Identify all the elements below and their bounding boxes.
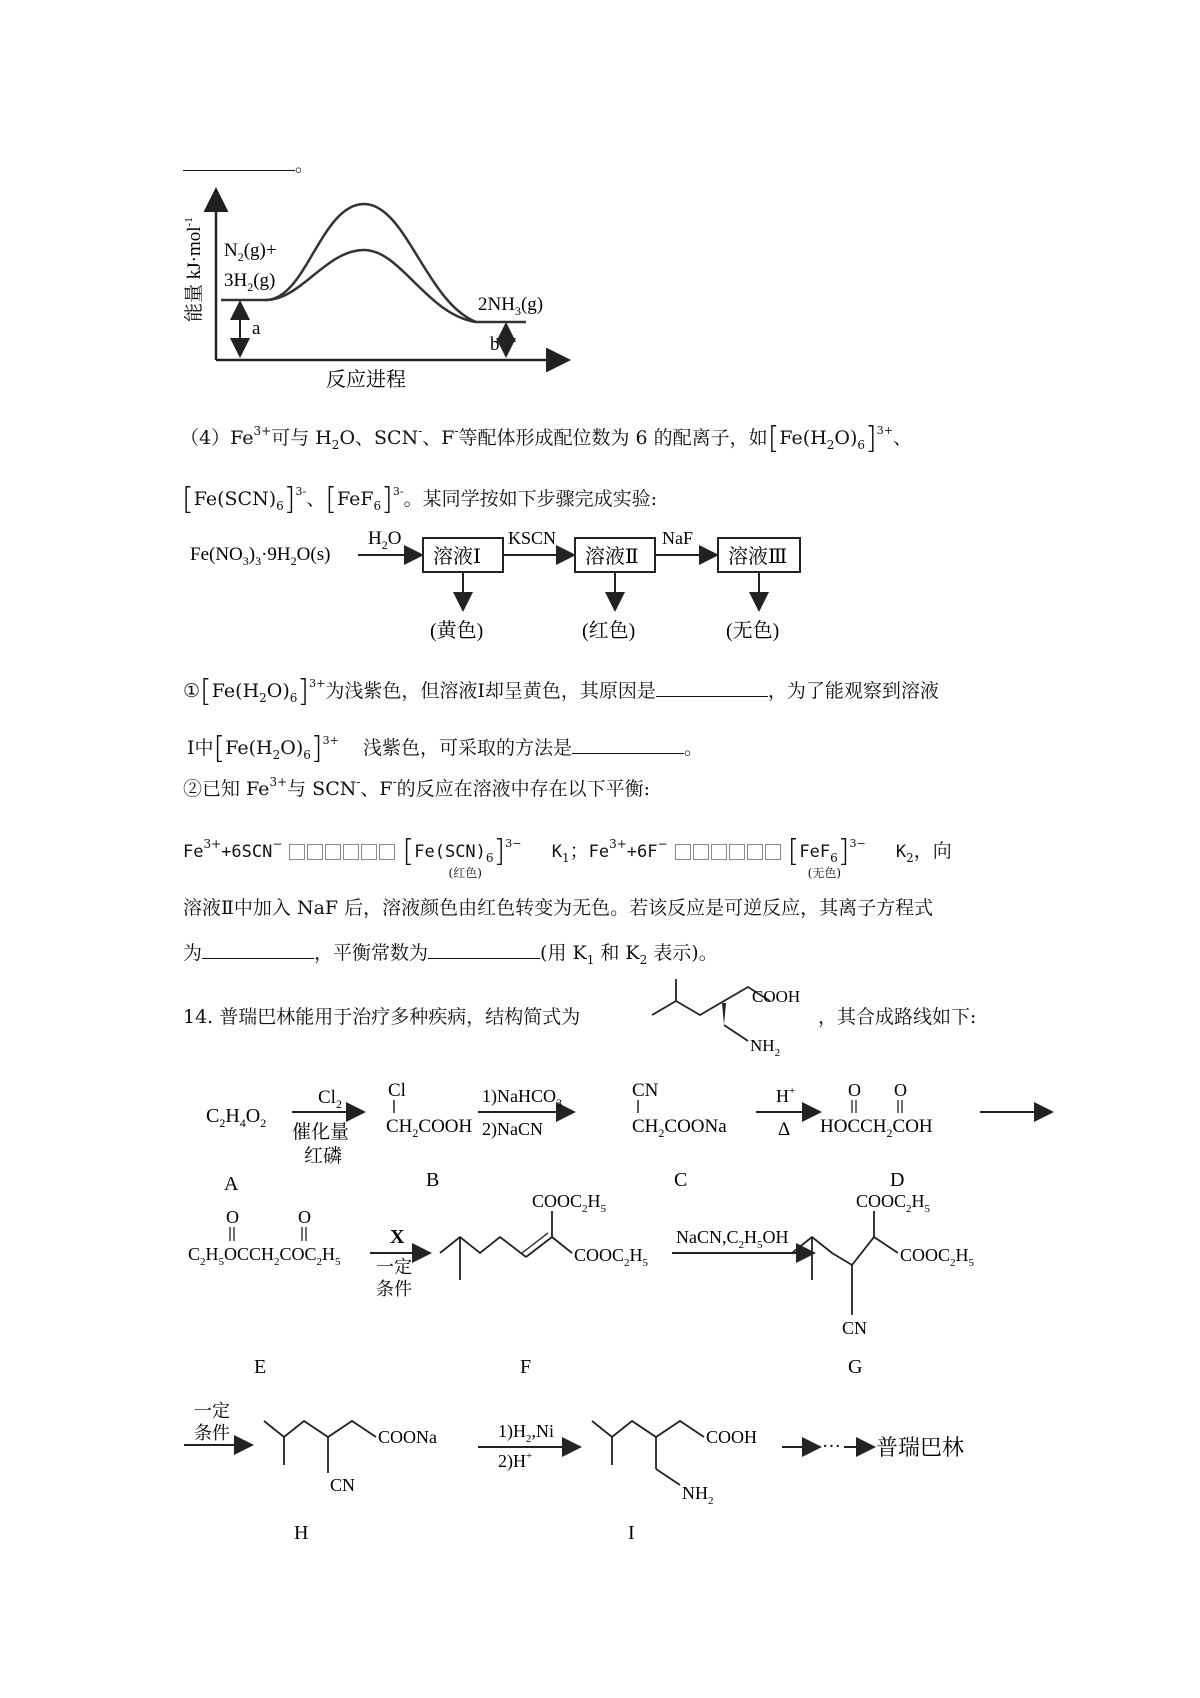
eq2-note: (无色) (807, 866, 842, 880)
flow-box1: 溶液Ⅰ (433, 546, 481, 568)
q4-2-line4: 为 ，平衡常数为 (用 $K_1$ 和 $K_2$ 表示)。 (183, 942, 718, 967)
compound-C-cn: CN (632, 1080, 659, 1101)
synthesis-route (180, 1075, 1080, 1555)
catalyzed-curve (266, 250, 476, 322)
svg-text:条件: 条件 (376, 1279, 412, 1299)
svg-text:一定: 一定 (376, 1257, 412, 1277)
svg-text:O: O (226, 1207, 239, 1227)
compound-E: $C_2H_5OCCH_2COC_2H_5$ (188, 1244, 341, 1268)
energy-diagram-svg (176, 182, 576, 392)
label-b: b (490, 334, 500, 355)
label-A: A (224, 1173, 239, 1195)
q4-2-line3: 溶液Ⅱ中加入 NaF 后，溶液颜色由红色转变为无色。若该反应是可逆反应，其离子方程式 (183, 897, 934, 919)
pregabalin-structure (640, 975, 820, 1057)
label-G: G (848, 1356, 863, 1378)
flow-arrow1-label: $H_2O$ (368, 528, 402, 552)
label-F: F (520, 1356, 532, 1378)
svg-text:红磷: 红磷 (304, 1146, 343, 1167)
experiment-flow (180, 520, 820, 645)
svg-text:COOH: COOH (752, 987, 801, 1006)
H-coona: COONa (378, 1427, 437, 1447)
label-H: H (294, 1522, 309, 1544)
label-D: D (890, 1169, 905, 1191)
svg-text:1)H2,Ni: $1)H_2,Ni$ (498, 1421, 554, 1445)
G-cn: CN (842, 1318, 868, 1338)
H-cn: CN (330, 1475, 356, 1495)
q4-line1: $(4)Fe^{3+}$可与 $H_2O$、SCN-、F-等配体形成配位数为 6 的配离子，如$[Fe(H_2O)_6]^{3+}$、 (180, 421, 913, 456)
label-C: C (674, 1169, 688, 1191)
equilibrium-arrow-1 (288, 840, 396, 862)
flow-box2: 溶液Ⅱ (585, 546, 639, 568)
compound-A: $C_2H_4O_2$ (206, 1105, 267, 1130)
reactant-line2: $3H_2(g)$ (224, 270, 276, 294)
q4-line2: $[Fe(SCN)_6]^{3-}$、$[FeF_6]^{3-}$。某同学按如下步骤完成实验: (182, 482, 657, 517)
x-axis-label: 反应进程 (326, 369, 406, 391)
y-axis-label: 能量 kJ·mol$^{-1}$ (183, 217, 205, 322)
svg-text:Cl2: $Cl_2$ (318, 1087, 342, 1111)
q4-1-line2: Ⅰ中$[Fe(H_2O)_6]^{3+}$ 浅紫色，可采取的方法是 。 (187, 731, 704, 766)
flow-box3: 溶液Ⅲ (728, 546, 788, 568)
product-label: $2NH_3(g)$ (478, 294, 544, 318)
svg-text:催化量: 催化量 (292, 1122, 350, 1143)
compound-C: $CH_2COONa$ (632, 1116, 727, 1140)
label-B: B (426, 1169, 440, 1191)
flow-start: $Fe(NO_3)_3\cdot 9H_2O(s)$ (190, 544, 331, 568)
svg-text:O: O (894, 1080, 907, 1100)
svg-text:O: O (848, 1080, 861, 1100)
eq1-note: (红色) (448, 866, 482, 880)
svg-text:条件: 条件 (194, 1423, 230, 1443)
compound-D: $HOCCH_2COH$ (820, 1116, 933, 1140)
flow-color1: (黄色) (430, 620, 484, 642)
flow-arrow2-label: KSCN (508, 528, 557, 548)
svg-text:一定: 一定 (194, 1401, 230, 1421)
G-ester-top: $COOC_2H_5$ (856, 1191, 931, 1215)
flow-color3: (无色) (726, 620, 780, 642)
F-ester-right: $COOC_2H_5$ (574, 1245, 649, 1269)
svg-text:NH2: $NH_2$ (750, 1036, 781, 1057)
compound-B: $CH_2COOH$ (386, 1116, 473, 1140)
final-product: 普瑞巴林 (876, 1435, 965, 1460)
flow-arrow3-label: NaF (662, 528, 693, 548)
answer-blank-top: 。 (183, 152, 314, 177)
q4-2-intro: ②已知 $Fe^{3+}$与 SCN-、F-的反应在溶液中存在以下平衡: (183, 775, 651, 800)
svg-text:H+: H+ (776, 1085, 796, 1106)
q14-text-end: ，其合成路线如下: (818, 1006, 977, 1028)
compound-B-cl: Cl (388, 1080, 406, 1101)
experiment-flow-svg (180, 520, 820, 645)
I-cooh: COOH (706, 1427, 758, 1447)
reactant-line1: $N_2(g)+$ (224, 240, 277, 264)
q14-text-start: 14. 普瑞巴林能用于治疗多种疾病，结构简式为 (183, 1006, 581, 1028)
F-ester-top: $COOC_2H_5$ (532, 1191, 607, 1215)
flow-color2: (红色) (582, 620, 636, 642)
q4-2-equilibria: $Fe^{3+}+6SCN^-$ $[Fe(SCN)_6]^{3-}$ (红色) $K_1$；$Fe^{3+}+6F^-$ $[FeF_6]^{3-}$ (无色) $K_2$，向 (183, 834, 952, 880)
svg-text:···: ··· (822, 1436, 841, 1457)
G-ester-right: $COOC_2H_5$ (900, 1245, 975, 1269)
svg-text:2)H+: 2)H+ (498, 1450, 533, 1471)
label-a: a (252, 318, 261, 339)
label-E: E (254, 1356, 267, 1378)
svg-text:O: O (298, 1207, 311, 1227)
energy-diagram (176, 182, 576, 392)
svg-text:NaCN,C2H5OH: $NaCN,C_2H_5OH$ (676, 1227, 789, 1251)
svg-text:2)NaCN: 2)NaCN (482, 1119, 543, 1139)
q4-1-line1: $①[Fe(H_2O)_6]^{3+}$为浅紫色，但溶液Ⅰ却呈黄色，其原因是 ，为了能观察到溶液 (183, 674, 939, 709)
I-nh2: $NH_2$ (682, 1483, 714, 1507)
equilibrium-arrow-2 (674, 840, 782, 862)
svg-text:Δ: Δ (778, 1119, 791, 1140)
label-I: I (628, 1522, 635, 1544)
svg-text:1)NaHCO3: 1)NaHCO$_3$ (482, 1086, 562, 1110)
svg-text:X: X (390, 1226, 405, 1248)
